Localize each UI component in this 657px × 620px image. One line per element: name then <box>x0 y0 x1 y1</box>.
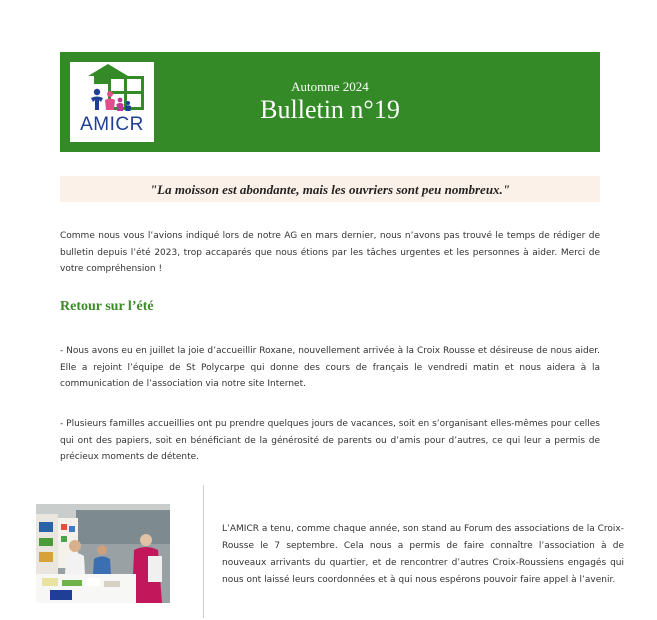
forum-stand-photo <box>36 504 170 603</box>
section-title-summer: Retour sur l’été <box>60 299 154 314</box>
forum-paragraph: L’AMICR a tenu, comme chaque année, son stand au Forum des associations de la Croix-Rousse le 7 septembre. Cela nous a permis de faire connaître l’association à de nouveaux arrivants du quartier, et de rencontrer d’autres Croix-Roussiens engagés qui nous ont laissé leurs coordonnées et à qui nous espérons pouvoir faire appel à l’avenir. <box>222 524 624 585</box>
bulletin-header <box>60 52 600 152</box>
quote-banner <box>60 176 600 202</box>
bulletin-season: Automne 2024 <box>291 79 369 94</box>
column-divider <box>203 485 204 618</box>
summer-bullet-roxane: - Nous avons eu en juillet la joie d’accueillir Roxane, nouvellement arrivée à la Croix Rousse et désireuse de nous aider. Elle a rejoint l’équipe de St Polycarpe qui donne des cours de français le vendredi matin et nous aidera à la communication de l’association via notre site Internet. <box>60 346 600 389</box>
intro-paragraph: Comme nous vous l’avions indiqué lors de notre AG en mars dernier, nous n’avons pas trouvé le temps de rédiger de bulletin depuis l’été 2023, trop accaparés que nous étions par les tâches urgentes et les personnes à aider. Merci de votre compréhension ! <box>60 231 600 274</box>
quote-text: "La moisson est abondante, mais les ouvriers sont peu nombreux." <box>149 182 511 197</box>
logo-wordmark: AMICR <box>80 114 144 135</box>
summer-bullet-vacances: - Plusieurs familles accueillies ont pu prendre quelques jours de vacances, soit en s’organisant elles-mêmes pour celles qui ont des papiers, soit en bénéficiant de la générosité de parents ou d’amis pour d’autres, ce qui leur a permis de précieux moments de détente. <box>60 419 600 462</box>
amicr-logo <box>70 62 154 142</box>
bulletin-title: Bulletin n°19 <box>260 95 400 124</box>
